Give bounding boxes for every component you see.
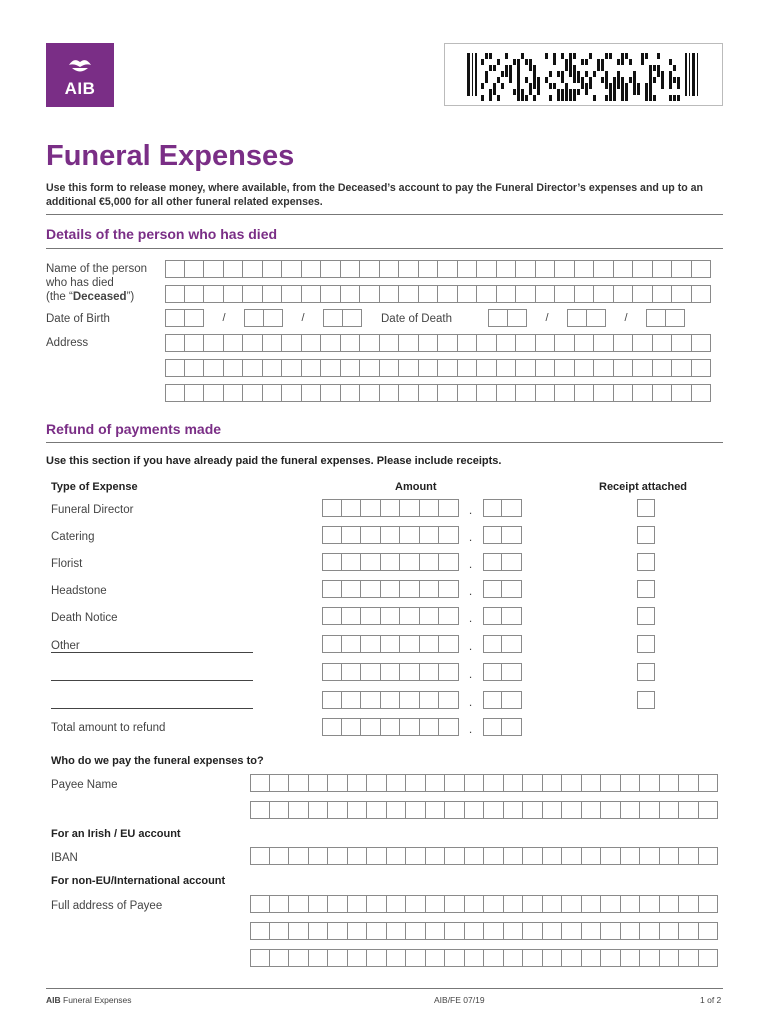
section-title-deceased: Details of the person who has died [46,226,278,242]
irish-account-heading: For an Irish / EU account [51,828,181,840]
payee-name-line-2[interactable] [250,801,718,819]
payee-name-label: Payee Name [51,779,118,791]
receipt-attached-checkbox[interactable] [637,607,655,625]
divider [46,214,723,215]
divider [46,248,723,249]
expense-amount-input[interactable]: . [322,635,522,653]
expense-label: Catering [51,531,95,543]
intro-text: Use this form to release money, where available, from the Deceased’s account to pay the Funeral Director’s expenses and up to an additional €5,000 for all other funeral related expenses. [46,182,704,208]
aib-logo [46,43,114,107]
logo-text: AIB [64,79,96,98]
receipt-attached-checkbox[interactable] [637,580,655,598]
iban-label: IBAN [51,852,78,864]
dob-input[interactable]: / / [165,309,362,327]
col-header-amount: Amount [395,481,437,493]
name-label: Name of the person who has died (the “Deceased”) [46,263,148,303]
receipt-attached-checkbox[interactable] [637,635,655,653]
expense-amount-input[interactable]: . [322,607,522,625]
barcode [444,43,723,106]
col-header-type: Type of Expense [51,481,138,493]
expense-amount-input[interactable]: . [322,499,522,517]
total-amount-input[interactable]: . [322,718,522,736]
expense-amount-input[interactable]: . [322,580,522,598]
expense-amount-input[interactable]: . [322,526,522,544]
expense-label: Headstone [51,585,107,597]
expense-label: Florist [51,558,83,570]
receipt-attached-checkbox[interactable] [637,691,655,709]
footer-code: AIB/FE 07/19 [434,995,485,1005]
receipt-attached-checkbox[interactable] [637,553,655,571]
address-line-1[interactable] [165,334,711,352]
payee-address-line-3[interactable] [250,949,718,967]
payee-name-line-1[interactable] [250,774,718,792]
dod-label: Date of Death [381,313,452,325]
deceased-name-line-1[interactable] [165,260,711,278]
expense-amount-input[interactable]: . [322,691,522,709]
dob-label: Date of Birth [46,313,110,325]
footer-doc-name: AIB Funeral Expenses [46,995,132,1005]
dod-input[interactable]: / / [488,309,685,327]
refund-instruction: Use this section if you have already paid the funeral expenses. Please include receipts. [46,455,502,467]
col-header-receipt: Receipt attached [599,481,688,493]
expense-label: Death Notice [51,612,118,624]
barcode-graphic [445,44,722,105]
expense-label: Funeral Director [51,504,134,516]
payee-question: Who do we pay the funeral expenses to? [51,755,264,767]
page-title: Funeral Expenses [46,140,295,172]
divider [46,442,723,443]
expense-amount-input[interactable]: . [322,553,522,571]
footer-divider [46,988,723,989]
intl-account-heading: For non-EU/International account [51,875,226,887]
aib-ark-icon [46,53,114,79]
address-line-3[interactable] [165,384,711,402]
other-expense-write-line[interactable] [51,680,253,681]
payee-address-line-2[interactable] [250,922,718,940]
address-label: Address [46,337,89,349]
payee-address-label: Full address of Payee [51,900,163,912]
total-label: Total amount to refund [51,722,166,734]
footer-page: 1 of 2 [700,995,722,1005]
receipt-attached-checkbox[interactable] [637,526,655,544]
receipt-attached-checkbox[interactable] [637,663,655,681]
iban-input[interactable] [250,847,718,865]
payee-address-line-1[interactable] [250,895,718,913]
other-expense-write-line[interactable] [51,652,253,653]
address-line-2[interactable] [165,359,711,377]
other-expense-write-line[interactable] [51,708,253,709]
expense-label: Other [51,640,80,652]
section-title-refund: Refund of payments made [46,421,222,437]
expense-amount-input[interactable]: . [322,663,522,681]
deceased-name-line-2[interactable] [165,285,711,303]
receipt-attached-checkbox[interactable] [637,499,655,517]
